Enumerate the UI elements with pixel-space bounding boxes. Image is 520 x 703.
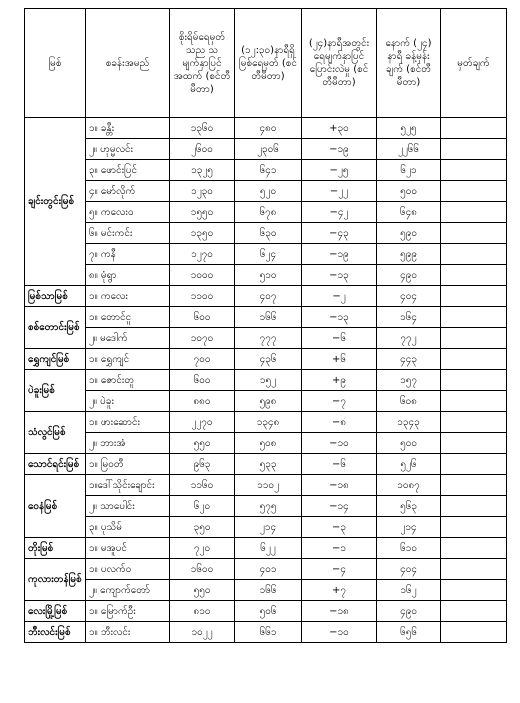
danger-level-cell: ၁၁၆၀: [170, 475, 235, 496]
river-name-cell: ချင်းတွင်းမြစ်: [25, 118, 86, 286]
forecast-cell: ၂၁၄: [377, 517, 441, 538]
change-cell: −၁၃: [302, 265, 377, 286]
station-cell: ၈။ မုံရွာ: [86, 265, 170, 286]
remark-cell: [441, 559, 507, 580]
remark-cell: [441, 496, 507, 517]
change-cell: +၉: [302, 370, 377, 391]
current-level-cell: ၇၇၇: [235, 328, 302, 349]
current-level-cell: ၅၀၆: [235, 601, 302, 622]
change-cell: −၁၃: [302, 307, 377, 328]
change-cell: −၁၉: [302, 244, 377, 265]
danger-level-cell: ၉၆၃: [170, 454, 235, 475]
change-cell: −၇: [302, 391, 377, 412]
remark-cell: [441, 307, 507, 328]
current-level-cell: ၁၆၆: [235, 307, 302, 328]
danger-level-cell: ၈၈၀: [170, 391, 235, 412]
danger-level-cell: ၁၀၇၀: [170, 328, 235, 349]
remark-cell: [441, 244, 507, 265]
current-level-cell: ၄၈၀: [235, 118, 302, 139]
station-cell: ၂။ ပဲခူး: [86, 391, 170, 412]
danger-level-cell: ၁၃၆၀: [170, 118, 235, 139]
table-row: [25, 118, 507, 139]
danger-level-cell: ၁၁၀၀: [170, 286, 235, 307]
station-cell: ၁။ ဖားဆောင်း: [86, 412, 170, 433]
change-cell: −၂: [302, 286, 377, 307]
station-cell: ၂။ ဟုမ္မလင်း: [86, 139, 170, 160]
station-cell: ၁။ ကလေး: [86, 286, 170, 307]
header-river: မြစ်: [25, 9, 86, 118]
change-cell: −၄၂: [302, 202, 377, 223]
header-danger-level: စိုးရိမ်ရေမှတ် သည သမျက်နှာပြင် အထက် (စင်တီမီတာ): [170, 9, 235, 118]
river-name-cell: ကုလားတန်မြစ်: [25, 559, 86, 601]
remark-cell: [441, 370, 507, 391]
table-row: [25, 244, 507, 265]
table-row: [25, 412, 507, 433]
forecast-cell: ၄၉၀: [377, 601, 441, 622]
table-row: [25, 559, 507, 580]
forecast-cell: ၁၅၇: [377, 370, 441, 391]
river-name-cell: ပဲခူးမြစ်: [25, 370, 86, 412]
table-row: [25, 265, 507, 286]
station-cell: ၇။ ကနီ: [86, 244, 170, 265]
current-level-cell: ၆၆၁: [235, 622, 302, 643]
current-level-cell: ၁၃၄၈: [235, 412, 302, 433]
river-name-cell: သံလွင်မြစ်: [25, 412, 86, 454]
forecast-cell: ၁၃၄၃: [377, 412, 441, 433]
table-row: [25, 181, 507, 202]
station-cell: ၂။ သာပေါင်း: [86, 496, 170, 517]
remark-cell: [441, 475, 507, 496]
forecast-cell: ၆၁၀: [377, 538, 441, 559]
danger-level-cell: ၈၁၀: [170, 601, 235, 622]
river-name-cell: တိုးမြစ်: [25, 538, 86, 559]
river-name-cell: သောင်ရင်းမြစ်: [25, 454, 86, 475]
station-cell: ၂။ ဘားအံ: [86, 433, 170, 454]
station-cell: ၁။ တောင်ငူ: [86, 307, 170, 328]
table-row: [25, 433, 507, 454]
table-row: [25, 139, 507, 160]
remark-cell: [441, 517, 507, 538]
forecast-cell: ၁၆၂: [377, 580, 441, 601]
danger-level-cell: ၅၅၀: [170, 580, 235, 601]
station-cell: ၂။ မဒေါက်: [86, 328, 170, 349]
station-cell: ၁။ဒေါ်သိုင်းချောင်း: [86, 475, 170, 496]
table-row: [25, 454, 507, 475]
change-cell: −၄: [302, 559, 377, 580]
current-level-cell: ၁၆၆: [235, 580, 302, 601]
table-row: [25, 475, 507, 496]
current-level-cell: ၂၁၄: [235, 517, 302, 538]
header-row: [25, 9, 507, 118]
river-name-cell: စစ်တောင်းမြစ်: [25, 307, 86, 349]
forecast-cell: ၅၂၆: [377, 454, 441, 475]
river-level-table: [24, 8, 507, 643]
remark-cell: [441, 139, 507, 160]
table-row: [25, 517, 507, 538]
station-cell: ၁။ ဘီးလင်း: [86, 622, 170, 643]
current-level-cell: ၄၀၁: [235, 559, 302, 580]
table-row: [25, 601, 507, 622]
remark-cell: [441, 202, 507, 223]
change-cell: −၂၂: [302, 181, 377, 202]
river-name-cell: ဘီးလင်းမြစ်: [25, 622, 86, 643]
danger-level-cell: ၁၀၀၀: [170, 265, 235, 286]
station-cell: ၅။ ကလေးဝ: [86, 202, 170, 223]
forecast-cell: ၁၆၄: [377, 307, 441, 328]
table-row: [25, 538, 507, 559]
change-cell: +၇: [302, 580, 377, 601]
current-level-cell: ၆၇၈: [235, 202, 302, 223]
station-cell: ၁။ ပလက်ဝ: [86, 559, 170, 580]
remark-cell: [441, 412, 507, 433]
station-cell: ၁။ ဇောင်းတူ: [86, 370, 170, 391]
current-level-cell: ၅၉၈: [235, 391, 302, 412]
forecast-cell: ၅၀၀: [377, 181, 441, 202]
station-cell: ၁။ ခန္တီး: [86, 118, 170, 139]
change-cell: −၆: [302, 328, 377, 349]
river-name-cell: မြစ်သာမြစ်: [25, 286, 86, 307]
current-level-cell: ၆၄၁: [235, 160, 302, 181]
current-level-cell: ၅၁၀: [235, 265, 302, 286]
forecast-cell: ၅၂၅: [377, 118, 441, 139]
remark-cell: [441, 223, 507, 244]
table-row: [25, 286, 507, 307]
header-current-level: (၁၂:၃၀)နာရီရှိ မြစ်ရေမှတ် (စင်တီမီတာ): [235, 9, 302, 118]
table-row: [25, 349, 507, 370]
forecast-cell: ၄၀၄: [377, 286, 441, 307]
table-row: [25, 496, 507, 517]
forecast-cell: ၆၂၁: [377, 160, 441, 181]
forecast-cell: ၆၀၈: [377, 391, 441, 412]
danger-level-cell: ၁၀၂၂: [170, 622, 235, 643]
forecast-cell: ၇၇၂: [377, 328, 441, 349]
forecast-cell: ၅၉၀: [377, 223, 441, 244]
table-header: [25, 9, 507, 118]
station-cell: ၃။ ဖောင်းပြင်: [86, 160, 170, 181]
station-cell: ၃။ ပုသိမ်: [86, 517, 170, 538]
header-remarks: မှတ်ချက်: [441, 9, 507, 118]
table-row: [25, 370, 507, 391]
change-cell: −၁၈: [302, 475, 377, 496]
danger-level-cell: ၁၃၅၀: [170, 223, 235, 244]
change-cell: −၂၅: [302, 160, 377, 181]
forecast-cell: ၆၄၈: [377, 202, 441, 223]
forecast-cell: ၅၀၀: [377, 433, 441, 454]
header-change-24h: (၂၄)နာရီအတွင်း ရေမျက်နှာပြင် ပြောင်းလဲမှု (စင်တီမီတာ): [302, 9, 377, 118]
danger-level-cell: ၁၅၅၀: [170, 202, 235, 223]
table-body: [25, 118, 507, 643]
remark-cell: [441, 265, 507, 286]
remark-cell: [441, 601, 507, 622]
remark-cell: [441, 118, 507, 139]
change-cell: −၁၉: [302, 139, 377, 160]
danger-level-cell: ၂၂၇၀: [170, 412, 235, 433]
danger-level-cell: ၇၂၀: [170, 538, 235, 559]
station-cell: ၆။ မင်းကင်း: [86, 223, 170, 244]
danger-level-cell: ၇၀၀: [170, 349, 235, 370]
forecast-cell: ၄၄၃: [377, 349, 441, 370]
forecast-cell: ၅၆၃: [377, 496, 441, 517]
current-level-cell: ၅၇၅: [235, 496, 302, 517]
header-forecast-24h: နောက် (၂၄) နာရီ ခန့်မှန်းချက် (စင်တီမီတာ): [377, 9, 441, 118]
danger-level-cell: ၂၆၀၀: [170, 139, 235, 160]
table-row: [25, 160, 507, 181]
station-cell: ၁။ မအူပင်: [86, 538, 170, 559]
change-cell: −၁၄: [302, 496, 377, 517]
danger-level-cell: ၁၂၇၀: [170, 244, 235, 265]
danger-level-cell: ၁၂၃၀: [170, 181, 235, 202]
current-level-cell: ၁၅၂: [235, 370, 302, 391]
station-cell: ၄။ မော်လိုက်: [86, 181, 170, 202]
danger-level-cell: ၅၅၀: [170, 433, 235, 454]
forecast-cell: ၄၀၄: [377, 559, 441, 580]
change-cell: −၁၀: [302, 622, 377, 643]
river-name-cell: လေးမြို့မြစ်: [25, 601, 86, 622]
current-level-cell: ၆၃၀: [235, 223, 302, 244]
forecast-cell: ၂၂၆၆: [377, 139, 441, 160]
current-level-cell: ၄၃၆: [235, 349, 302, 370]
danger-level-cell: ၁၃၂၅: [170, 160, 235, 181]
change-cell: −၁၈: [302, 601, 377, 622]
remark-cell: [441, 328, 507, 349]
danger-level-cell: ၆၂၀: [170, 496, 235, 517]
forecast-cell: ၁၀၈၇: [377, 475, 441, 496]
danger-level-cell: ၆၀၀: [170, 307, 235, 328]
current-level-cell: ၅၀၈: [235, 433, 302, 454]
table-row: [25, 391, 507, 412]
remark-cell: [441, 391, 507, 412]
change-cell: −၈: [302, 412, 377, 433]
table-row: [25, 202, 507, 223]
danger-level-cell: ၆၀၀: [170, 370, 235, 391]
forecast-cell: ၅၉၉: [377, 244, 441, 265]
remark-cell: [441, 580, 507, 601]
current-level-cell: ၆၂၂: [235, 538, 302, 559]
current-level-cell: ၁၁၀၂: [235, 475, 302, 496]
remark-cell: [441, 286, 507, 307]
station-cell: ၁။ မြဝတီ: [86, 454, 170, 475]
remark-cell: [441, 433, 507, 454]
remark-cell: [441, 181, 507, 202]
remark-cell: [441, 622, 507, 643]
change-cell: +၆: [302, 349, 377, 370]
remark-cell: [441, 454, 507, 475]
forecast-cell: ၄၉၀: [377, 265, 441, 286]
current-level-cell: ၅၃၃: [235, 454, 302, 475]
remark-cell: [441, 349, 507, 370]
current-level-cell: ၅၂၀: [235, 181, 302, 202]
table-row: [25, 580, 507, 601]
danger-level-cell: ၃၅၀: [170, 517, 235, 538]
change-cell: +၃၀: [302, 118, 377, 139]
river-name-cell: ဝေနံမြစ်: [25, 475, 86, 538]
station-cell: ၁။ ရွှေကျင်: [86, 349, 170, 370]
table-row: [25, 328, 507, 349]
station-cell: ၂။ ကျောက်တော်: [86, 580, 170, 601]
current-level-cell: ၆၂၄: [235, 244, 302, 265]
change-cell: −၁: [302, 538, 377, 559]
current-level-cell: ၄၀၇: [235, 286, 302, 307]
table-row: [25, 307, 507, 328]
change-cell: −၃: [302, 517, 377, 538]
remark-cell: [441, 538, 507, 559]
header-station: စခန်းအမည်: [86, 9, 170, 118]
current-level-cell: ၂၃၀၆: [235, 139, 302, 160]
table-row: [25, 223, 507, 244]
table-row: [25, 622, 507, 643]
river-name-cell: ရွှေကျင်မြစ်: [25, 349, 86, 370]
station-cell: ၁။ မြောက်ဦး: [86, 601, 170, 622]
change-cell: −၄၃: [302, 223, 377, 244]
change-cell: −၆: [302, 454, 377, 475]
forecast-cell: ၆၅၆: [377, 622, 441, 643]
danger-level-cell: ၁၆၀၀: [170, 559, 235, 580]
change-cell: −၁၀: [302, 433, 377, 454]
remark-cell: [441, 160, 507, 181]
